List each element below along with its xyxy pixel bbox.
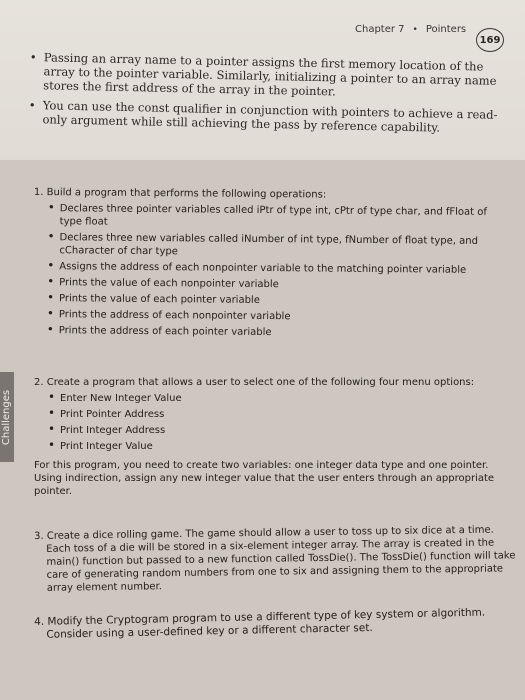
page-number xyxy=(476,28,504,52)
list-item: • Declares three pointer variables called iPtr of type int, cPtr of type char, and fFloat of type float xyxy=(48,202,509,232)
running-header xyxy=(355,24,466,35)
challenges-sidebar-label: Challenges xyxy=(1,389,13,445)
exercise-1-list xyxy=(33,202,509,341)
list-item: • Prints the value of each nonpointer variable xyxy=(47,276,508,293)
header-separator: • xyxy=(412,24,418,35)
page-number-text: 169 xyxy=(479,34,501,46)
list-item: • Declares three new variables called iNumber of int type, fNumber of float type, and cCharacter of char type xyxy=(47,231,508,261)
list-item: • Prints the value of each pointer variable xyxy=(47,292,508,309)
list-item: • Enter New Integer Value xyxy=(48,392,509,405)
list-item: • Assigns the address of each nonpointer variable to the matching pointer variable xyxy=(47,260,508,277)
list-item: • Print Integer Value xyxy=(48,440,509,453)
section-label: Pointers xyxy=(425,24,467,35)
summary-item: • Passing an array name to a pointer assigns the first memory location of the array to the pointer variable. Similarly, initializing a pointer to an array name stores the first address of the array in the pointer. xyxy=(29,50,510,102)
chapter-label: Chapter 7 xyxy=(355,24,405,35)
list-item: • Prints the address of each pointer variable xyxy=(47,324,508,341)
list-item: • Print Pointer Address xyxy=(48,408,509,421)
exercise-intro: 1. Build a program that performs the following operations: xyxy=(33,186,327,201)
exercise-1 xyxy=(33,186,509,344)
exercise-3: 3. Create a dice rolling game. The game should allow a user to toss up to six dice at a time. Each toss of a die will be stored in a six-element integer array. The array is created in the main() function but passed to a new function called TossDie(). The TossDie() function will take care of generating random numbers from one to six and assigning them to the appropriate array element number. xyxy=(34,524,516,594)
exercise-2 xyxy=(34,376,509,498)
list-item: • Prints the address of each nonpointer variable xyxy=(47,308,508,325)
exercise-2-note: For this program, you need to create two variables: one integer data type and one pointer. Using indirection, assign any new integer value that the user enters through an appropriate pointer. xyxy=(34,460,495,497)
exercise-2-list xyxy=(34,392,509,453)
challenges-sidebar-tab xyxy=(0,372,14,462)
exercise-intro: 2. Create a program that allows a user to select one of the following four menu options: xyxy=(34,377,475,388)
chapter-summary xyxy=(28,50,510,142)
list-item: • Print Integer Address xyxy=(48,424,509,437)
summary-item: • You can use the const qualifier in conjunction with pointers to achieve a read-only argument while still achieving the pass by reference capability. xyxy=(28,98,508,136)
exercise-4: 4. Modify the Cryptogram program to use a different type of key system or algorithm. Consider using a user-defined key or a different character set. xyxy=(34,606,486,641)
